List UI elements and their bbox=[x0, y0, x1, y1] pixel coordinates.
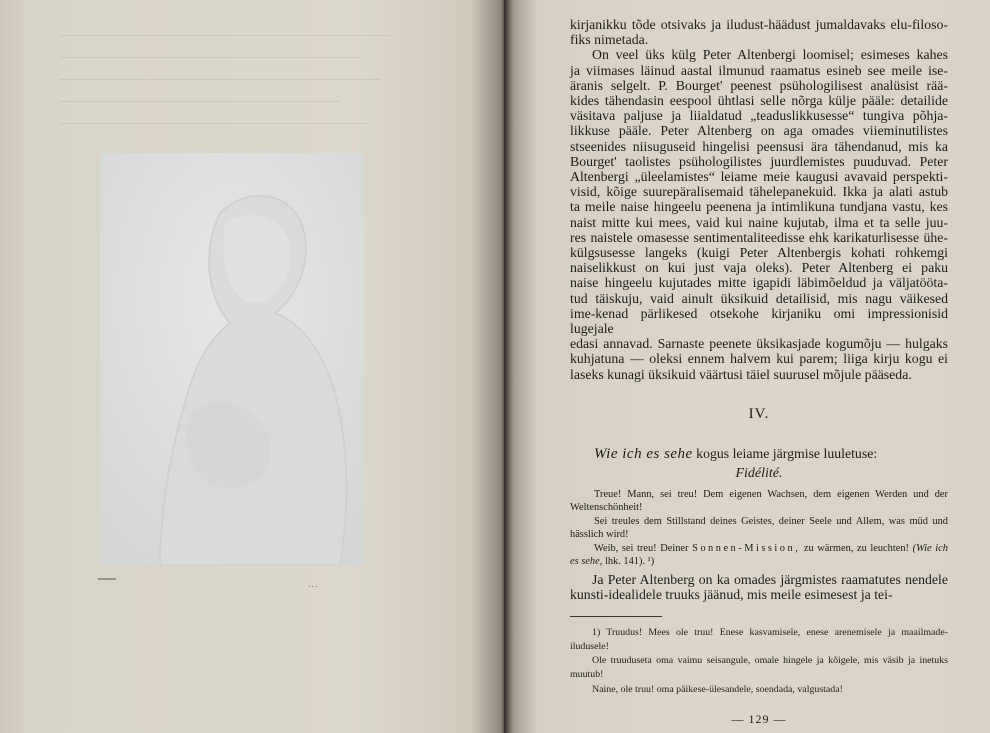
intro-book-title: Wie ich es sehe bbox=[594, 445, 693, 462]
photo-mark bbox=[98, 578, 116, 580]
body-continued: Ja Peter Altenberg on ka omades järgmistes raamatutes nendele kunsti-idealidele truuks jäänud, mis meile esimesest ja tei- bbox=[570, 571, 948, 603]
section-number: IV. bbox=[748, 405, 770, 422]
body-line: Altenbergi „üleelamistes“ leiame meie kaugusi avavaid perspekti- bbox=[570, 169, 948, 185]
poem-spaced-word: Sonnen-Mission, bbox=[692, 542, 801, 554]
intro-rest: kogus leiame järgmise luuletuse: bbox=[696, 445, 878, 461]
intro-line bbox=[570, 446, 948, 462]
body-line: laseks kunagi üksikuid väärtusi täiel suurusel mõjule pääseda. bbox=[570, 366, 912, 382]
body-line: fiks nimetada. bbox=[570, 32, 649, 48]
body-line: tud täiskuju, vaid ainult üksikuid detailisid, mis nagu väikesed bbox=[570, 290, 948, 306]
poem-source: (Wie ich es sehe, bbox=[570, 542, 948, 568]
body-line: äranis selgelt. P. Bourget' peenest psühologilisest analüsist rää- bbox=[570, 77, 948, 93]
poem bbox=[570, 488, 948, 569]
body-line: kides tähendasin eespool ühtlasi selle nõrga külje pääle: detailide bbox=[570, 93, 948, 109]
body-line: naiselikkust on kui just vaja oleks). Peter Altenberg ei paku bbox=[570, 260, 948, 276]
poem-title: Fidélité. bbox=[735, 465, 783, 481]
page-number: — 129 — bbox=[731, 711, 787, 726]
body-line: ime-kenad pärlikesed otsekohe kirjaniku omi impressionisid lugejale bbox=[570, 305, 948, 337]
portrait-photo bbox=[100, 153, 364, 565]
body-line: naise hingeelu kujutades mitte igapidi läbimõeldud ja väljatööta- bbox=[570, 275, 948, 291]
body-line: kirjanikku tõde otsivaks ja iludust-häädust jumaldavaks elu-filoso- bbox=[570, 17, 948, 32]
photo-caption: ... bbox=[308, 580, 319, 589]
poem-text: zu wärmen, zu leuchten! bbox=[803, 542, 910, 554]
poem-page-ref: lhk. 141). bbox=[604, 556, 646, 568]
body-line: ja viimases läinud aastal ilmunud raamatus esineb see meile ise- bbox=[570, 62, 948, 78]
text-column bbox=[570, 17, 948, 727]
body-line: külgsusesse langeks (kuigi Peter Altenbergis kohati rohkemgi bbox=[570, 245, 948, 261]
poem-text: Weib, sei treu! Deiner bbox=[594, 542, 689, 554]
body-text bbox=[570, 17, 948, 382]
footnote-marker: ¹) bbox=[647, 556, 655, 568]
body-line: stseenides niisuguseid hingelisi peensusi ära tähendanud, mis ka bbox=[570, 138, 948, 154]
footnote: Ole truuduseta oma vaimu seisangule, omale hingele ja kõigele, mis väsib ja inetuks muutub! bbox=[570, 655, 948, 681]
body-line: On veel üks külg Peter Altenbergi loomisel; esimeses kahes bbox=[592, 47, 948, 63]
body-line: edasi annavad. Sarnaste peenete üksikasjade kogumõju — hulgaks bbox=[570, 336, 948, 352]
body-line: ta meile naise hingeelu peenena ja intimlikuna tundjana vastu, kes bbox=[570, 199, 948, 215]
poem-stanza: Treue! Mann, sei treu! Dem eigenen Wachsen, dem eigenen Werden und der Weltenschönheit! bbox=[570, 488, 948, 514]
body-line: visid, kõige suurepäralisemaid tähelepanekuid. Ikka ja alati astub bbox=[570, 184, 948, 200]
body-line: Bourget' taolistes psühologilistes juurdlemistes puuduvad. Peter bbox=[570, 153, 948, 169]
poem-stanza bbox=[570, 542, 948, 569]
body-line: likkuse pääle. Peter Altenberg on aga omades viieminutilistes bbox=[570, 123, 948, 139]
poem-stanza: Sei treules dem Stillstand deines Geistes, deiner Seele und Allem, was müd und hässlich wird! bbox=[570, 515, 948, 541]
bleed-through-text bbox=[60, 20, 460, 124]
footnote: Naine, ole truu! oma päikese-ülesandele, soendada, valgustada! bbox=[592, 683, 843, 695]
footnote-divider bbox=[570, 616, 662, 617]
body-line: kuhjatuna — oleksi ennem halvem kui parem; liiga kirju kogu ei bbox=[570, 351, 948, 367]
footnote: 1) Truudus! Mees ole truu! Enese kasvamisele, enese arenemisele ja maailmade-iludusele! bbox=[570, 626, 948, 653]
body-line: naist mitte kui mees, vaid kui naine kujutab, ilma et ta selle juu- bbox=[570, 214, 948, 230]
body-line: väsitava paljuse ja liialdatud „teaduslikkusesse“ tungiva põhja- bbox=[570, 108, 948, 124]
footnotes bbox=[570, 626, 948, 697]
body-line: res naistele omasesse sentimentaliteedisse ehk karikaturlisesse ühe- bbox=[570, 229, 948, 245]
